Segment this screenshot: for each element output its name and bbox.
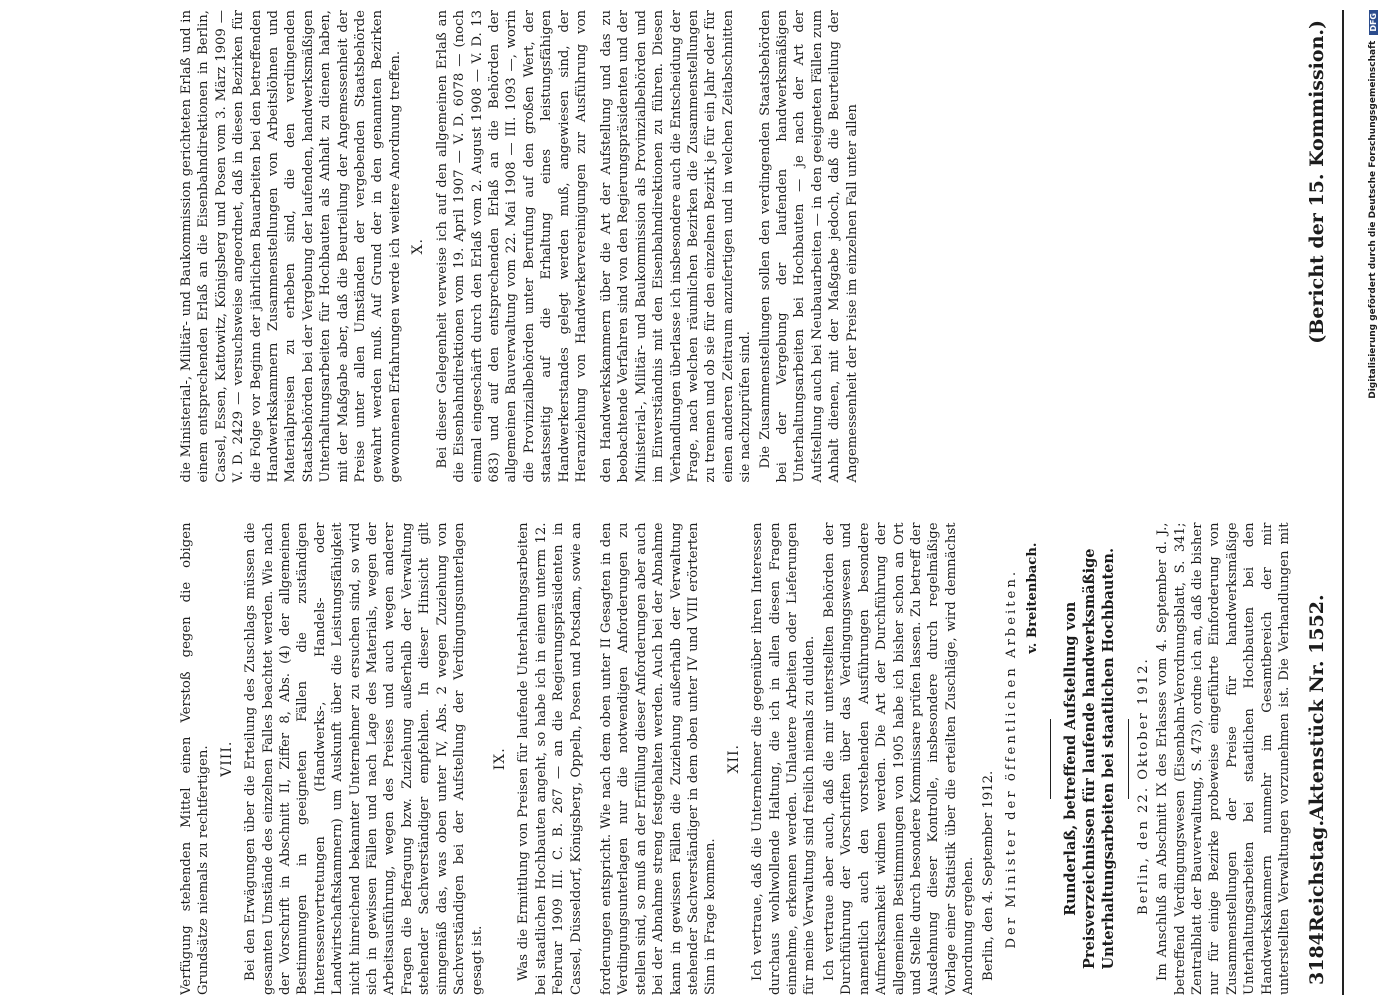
section-x-text: Bei dieser Gelegenheit verweise ich auf den allgemeinen Erlaß an die Eisenbahndirektionen vom 19. April 1907 — V. D. 6078 — (noch einmal eingeschärft durch den Erlaß vom 2. August 1908 — V. D. 13 683) und auf den entsprechenden Erlaß an die Behörden der allgemeinen Bauverwaltung vom 22. Mai 1908 — III. 1093 —, worin die Provinzialbehörden unter Berufung auf den großen Wert, der staatsseitig auf die Erhaltung eines leistungsfähigen Handwerkerstandes gelegt werden muß, angewiesen sind, der Heranziehung von Handwerkervereinigungen zur Ausführung von bbox=[434, 10, 589, 483]
section-viii-heading: VIII. bbox=[218, 740, 235, 777]
column-left bbox=[178, 10, 598, 995]
decree-text-2: Die Zusammenstellungen sollen den verdingenden Staatsbehörden bei der Vergebung der laufenden handwerksmäßigen Unterhaltungsarbeiten bei Hochbauten — je nach der Art der Aufstellung auch bei Neubauarbeiten — in den geeigneten Fällen zum Anhalt dienen, mit der Maßgabe jedoch, daß die Beurteilung der Angemessenheit der Preise im einzelnen Fall unter allen bbox=[757, 10, 860, 483]
credit-text: Digitalisierung gefördert durch die Deutsche Forschungsgemeinschaft bbox=[1368, 40, 1378, 399]
col1-intro: Verfügung stehenden Mittel einen Verstoß gegen die obigen Grundsätze niemals zu rechtfertigen. bbox=[179, 522, 212, 995]
section-ix-heading: IX. bbox=[491, 747, 508, 771]
dateline-1: Berlin, den 4. September 1912. bbox=[980, 770, 996, 981]
section-divider bbox=[1050, 719, 1051, 799]
header-right-rot: (Bericht der 15. Kommission.) bbox=[1306, 20, 1328, 344]
section-x-heading: X. bbox=[410, 238, 427, 255]
column-right bbox=[598, 10, 1310, 995]
section-ix-text: Was die Ermittlung von Preisen für laufende Unterhaltungsarbeiten bei staatlichen Hochbauten angeht, so habe ich in einem unterm 12. Februar 1909 III. C. B. 267 — an die Regierungspräsidenten in Cassel, Düsseldorf, Königsberg, Oppeln, Posen und Potsdam, sowie an die Ministerial-, Militär- und Baukommission gerichteten Erlaß und in einem entsprechenden Erlaß an die Eisenbahndirektionen in Berlin, Cassel, Essen, Kattowitz, Königsberg und Posen vom 3. März 1909 — V. D. 2429 — versuchsweise angeordnet, daß in diesen Bezirken für die Folge vor Beginn der jährlichen Bauarbeiten bei den betreffenden Handwerkskammern Zusammenstellungen von Arbeitslöhnen und Materialpreisen zu erheben sind, die den verdingenden Staatsbehörden bei der Vergebung der laufenden, handwerksmäßigen Unterhaltungsarbeiten für Hochbauten als Anhalt zu dienen haben, mit der Maßgabe aber, daß die Beurteilung der Angemessenheit der Preise unter allen Umständen der vergebenden Staatsbehörde gewahrt werden muß. Auf Grund der in den genannten Bezirken gewonnenen Erfahrungen werde ich weitere Anordnung treffen. bbox=[179, 10, 584, 995]
signature: v. Breitenbach. bbox=[1025, 542, 1041, 654]
column-left-text bbox=[178, 10, 598, 995]
dateline-2: Berlin, den 22. Oktober 1912. bbox=[1135, 657, 1151, 915]
minister-title: Der Minister der öffentlichen Arbeiten. bbox=[1003, 568, 1019, 949]
section-xii-heading: XII. bbox=[725, 744, 742, 774]
section-xii-text-1: Ich vertraue, daß die Unternehmer die gegenüber ihren Interessen durchaus wohlwollende Haltung, die ich in allen diesen Fragen einnehme, erkennen werden. Unlautere Arbeiten oder Lieferungen für meine Verwaltung sind freilich niemals zu dulden. bbox=[750, 522, 818, 995]
decree-heading: Runderlaß, betreffend Aufstellung von Preisverzeichnissen für laufende handwerksmäßige Unterhaltungsarbeiten bei staatlichen Hochbauten. bbox=[1061, 548, 1117, 970]
header-left-rot: Reichstag. bbox=[1306, 819, 1328, 933]
col2-intro: forderungen entspricht. Wie nach dem oben unter II Gesagten in den Verdingungsunterlagen nur die notwendigen Anforderungen zu stellen sind, so muß an der Erfüllung dieser Anforderungen aber auch bei der Abnahme streng festgehalten werden. Auch bei der Abnahme kann in gewissen Fällen die Zuziehung außerhalb der Verwaltung stehender Sachverständiger in dem oben unter IV und VIII erörterten Sinn in Frage kommen. bbox=[599, 522, 719, 995]
header-bar bbox=[1292, 10, 1344, 995]
column-right-text bbox=[598, 10, 1303, 995]
dfg-logo: DFG bbox=[1369, 10, 1378, 35]
credit-bar bbox=[1366, 10, 1380, 995]
section-viii-text: Bei den Erwägungen über die Erteilung des Zuschlags müssen die gesamten Umstände des einzelnen Falles beachtet werden. Wie nach der Vorschrift in Abschnitt II, Ziffer 8, Abs. (4) der allgemeinen Bestimmungen in geeigneten Fällen die zuständigen Interessenvertretungen (Handwerks-, Handels- oder Landwirtschaftskammern) um Auskunft über die Leistungsfähigkeit nicht hinreichend bekannter Unternehmer zu ersuchen sind, so wird sich in gewissen Fällen und nach Lage des Materials, wegen der Arbeitsausführung, wegen des Preises und auch wegen anderer Fragen die Befragung bzw. Zuziehung außerhalb der Verwaltung stehender Sachverständiger empfehlen. In dieser Hinsicht gilt sinngemäß das, was oben unter IV, Abs. 2 wegen Zuziehung von Sachverständigen bei der Aufstellung der Verdingungsunterlagen gesagt ist. bbox=[243, 522, 485, 995]
header-center-rot: Aktenstück Nr. 1552. bbox=[1306, 594, 1328, 820]
page-number-rot: 3184 bbox=[1306, 932, 1328, 985]
heading-divider bbox=[1128, 719, 1129, 799]
decree-text-1: Im Anschluß an Abschnitt IX des Erlasses vom 4. September d. J., betreffend Verdingungswesen (Eisenbahn-Verordnungsblatt, S. 341; Zentralblatt der Bauverwaltung, S. 473), ordne ich an, daß die bisher nur für einige Bezirke probeweise eingeführte Einforderung von Zusammenstellungen der Preise für handwerksmäßige Unterhaltungsarbeiten bei staatlichen Hochbauten bei den Handwerkskammern nunmehr im Gesamtbereich der mir unterstellten Verwaltungen vorzunehmen ist. Die Verhandlungen mit den Handwerkskammern über die Art der Aufstellung und das zu beobachtende Verfahren sind von den Regierungspräsidenten und der Ministerial-, Militär- und Baukommission als Provinzialbehörden und im Einverständnis mit den Eisenbahndirektionen zu führen. Diesen Verhandlungen überlasse ich insbesondere auch die Entscheidung der Frage, nach welchen räumlichen Bezirken die Zusammenstellungen zu trennen und ob sie für den einzelnen Bezirk je für ein Jahr oder für einen anderen Zeitraum anzufertigen und in welchen Zeitabschnitten sie nachzuprüfen sind. bbox=[599, 10, 1292, 995]
header-rotated bbox=[1292, 10, 1342, 995]
credit-rotated bbox=[1366, 10, 1380, 995]
section-xii-text-2: Ich vertraue aber auch, daß die mir unterstellten Behörden der Durchführung der Vorschriften über das Verdingungswesen und namentlich auch den vorstehenden Ausführungen besondere Aufmerksamkeit widmen werden. Die Art der Durchführung der allgemeinen Bestimmungen von 1905 habe ich bisher schon an Ort und Stelle durch besondere Kommissare prüfen lassen. Zu betreff der Ausdehnung dieser Kontrolle, insbesondere durch regelmäßige Vorlage einer Statistik über die erteilten Zuschläge, wird demnächst Anordnung ergehen. bbox=[821, 522, 977, 995]
